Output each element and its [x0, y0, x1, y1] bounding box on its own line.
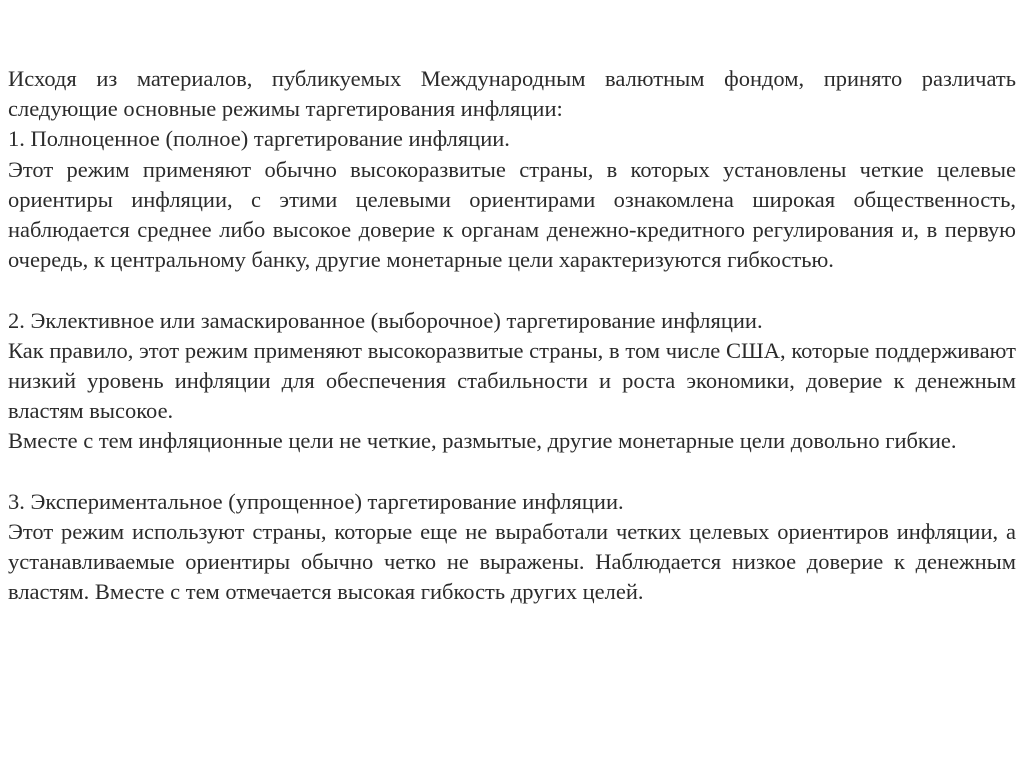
- regime-3-heading: 3. Экспериментальное (упрощенное) таргетирование инфляции.: [8, 488, 624, 514]
- paragraph-gap: [8, 457, 1016, 487]
- regime-2-note: Вместе с тем инфляционные цели не четкие, размытые, другие монетарные цели довольно гибкие.: [8, 428, 957, 454]
- regime-3-description: Этот режим используют страны, которые еще не выработали четких целевых ориентиров инфляции, а устанавливаемые ориентиры обычно четко не выражены. Наблюдается низкое доверие к денежным властям. Вместе с тем отмечается высокая гибкость других целей.: [8, 519, 1016, 605]
- regime-1-heading: 1. Полноценное (полное) таргетирование инфляции.: [8, 126, 510, 152]
- regime-2-heading: 2. Эклективное или замаскированное (выборочное) таргетирование инфляции.: [8, 307, 763, 333]
- paragraph-gap: [8, 275, 1016, 305]
- intro-paragraph: Исходя из материалов, публикуемых Международным валютным фондом, принято различать следующие основные режимы таргетирования инфляции:: [8, 66, 1016, 122]
- regime-1-description: Этот режим применяют обычно высокоразвитые страны, в которых установлены четкие целевые ориентиры инфляции, с этими целевыми ориентирами ознакомлена широкая общественность, наблюдается среднее либо высокое доверие к органам денежно-кредитного регулирования и, в первую очередь, к центральному банку, другие монетарные цели характеризуются гибкостью.: [8, 156, 1016, 273]
- regime-2-description: Как правило, этот режим применяют высокоразвитые страны, в том числе США, которые поддерживают низкий уровень инфляции для обеспечения стабильности и роста экономики, доверие к денежным властям высокое.: [8, 337, 1016, 424]
